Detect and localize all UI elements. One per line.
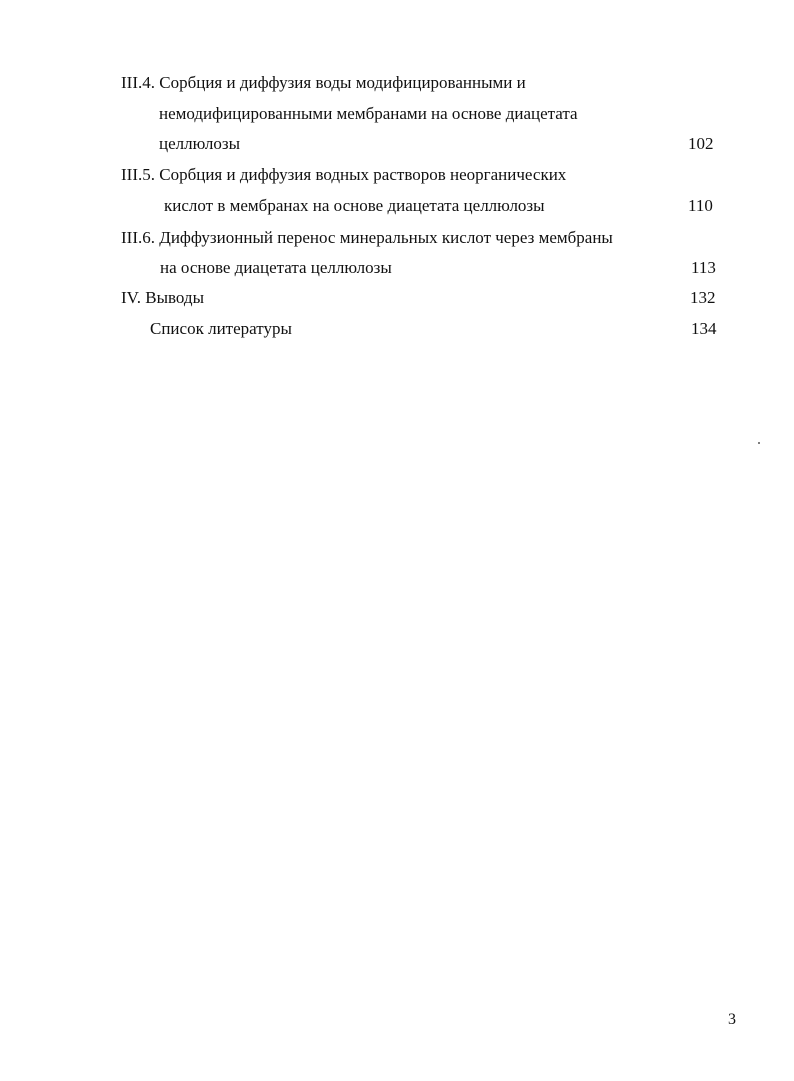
toc-entry-page-number: 134 [691, 319, 717, 338]
toc-entry-title-line: немодифицированными мембранами на основе диацетата [159, 104, 578, 123]
toc-entry-title-line: Список литературы [150, 319, 292, 338]
toc-entry-title-line: кислот в мембранах на основе диацетата целлюлозы [164, 196, 545, 215]
scan-speck [758, 442, 760, 444]
toc-entry-title-line: целлюлозы [159, 134, 241, 153]
toc-entry-title-line: на основе диацетата целлюлозы [160, 258, 392, 277]
toc-entry-page-number: 110 [688, 196, 713, 215]
toc-entry-title-line: III.5. Сорбция и диффузия водных растворов неорганических [121, 165, 567, 184]
toc-entry-page-number: 113 [691, 258, 716, 277]
toc-entry-title-line: III.4. Сорбция и диффузия воды модифицированными и [121, 73, 526, 92]
toc-entry-page-number: 132 [690, 288, 716, 307]
page-number: 3 [728, 1011, 736, 1028]
toc-entry-title-line: IV. Выводы [121, 288, 204, 307]
toc-entry-title-line: III.6. Диффузионный перенос минеральных кислот через мембраны [121, 228, 613, 247]
toc-entry-page-number: 102 [688, 134, 714, 153]
